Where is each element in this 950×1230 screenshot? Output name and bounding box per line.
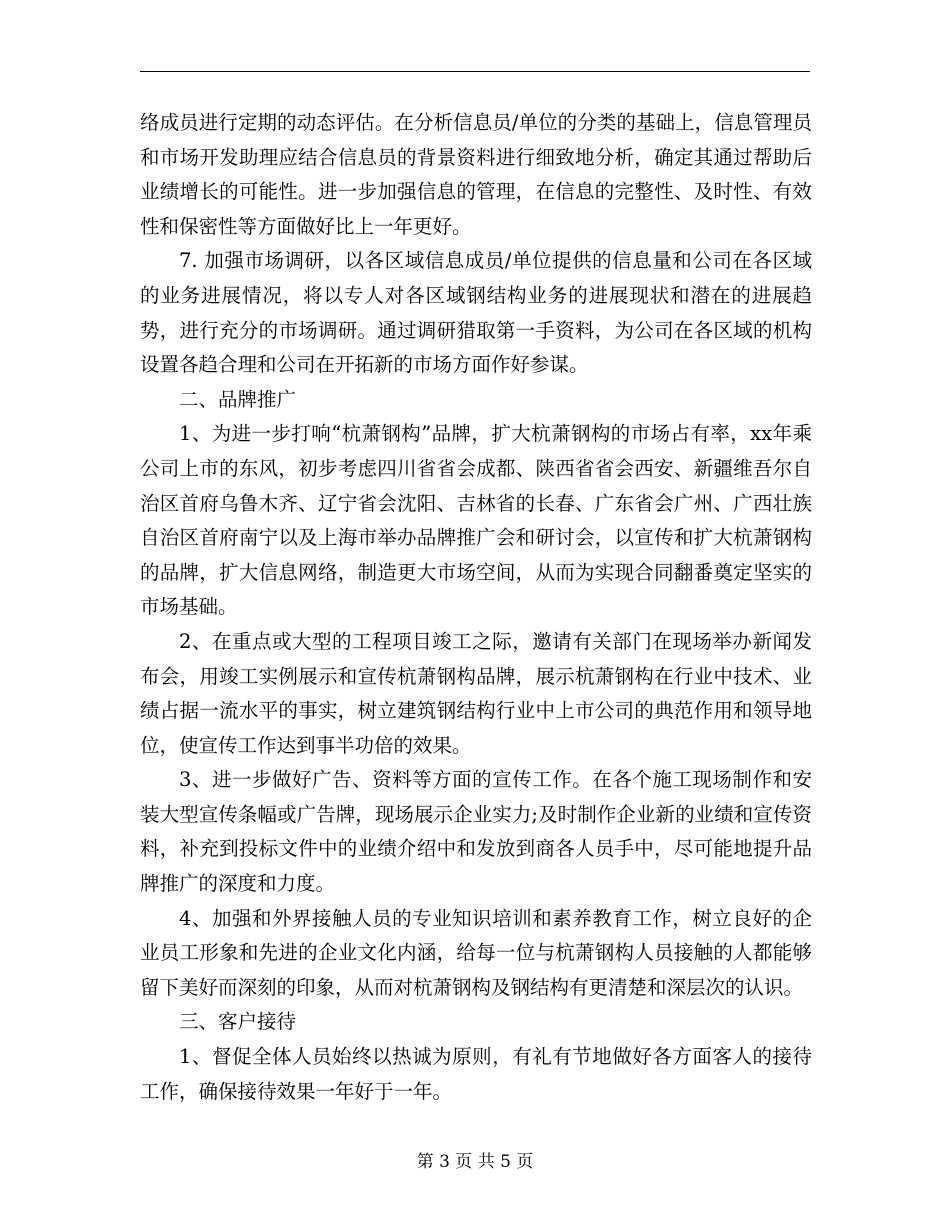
section-heading-brand: 二、品牌推广: [179, 387, 297, 411]
paragraph: 络成员进行定期的动态评估。在分析信息员/单位的分类的基础上，信息管理员和市场开发助理应结合信息员的背景资料进行细致地分析，确定其通过帮助后业绩增长的可能性。进一步加强信息的管理，在信息的完整性、及时性、有效性和保密性等方面做好比上一年更好。: [140, 111, 812, 238]
paragraph: 7. 加强市场调研，以各区域信息成员/单位提供的信息量和公司在各区域的业务进展情况，将以专人对各区域钢结构业务的进展现状和潜在的进展趋势，进行充分的市场调研。通过调研猎取第一手资料，为公司在各区域的机构设置各趋合理和公司在开拓新的市场方面作好参谋。: [140, 249, 812, 377]
paragraph: 1、为进一步打响“杭萧钢构”品牌，扩大杭萧钢构的市场占有率，xx年乘公司上市的东风，初步考虑四川省省会成都、陕西省省会西安、新疆维吾尔自治区首府乌鲁木齐、辽宁省会沈阳、吉林省的长春、广东省会广州、广西壮族自治区首府南宁以及上海市举办品牌推广会和研讨会，以宣传和扩大杭萧钢构的品牌，扩大信息网络，制造更大市场空间，从而为实现合同翻番奠定坚实的市场基础。: [140, 422, 812, 619]
section-heading-reception: 三、客户接待: [179, 1010, 297, 1034]
document-body: [140, 106, 812, 1109]
paragraph: 2、在重点或大型的工程项目竣工之际，邀请有关部门在现场举办新闻发布会，用竣工实例展示和宣传杭萧钢构品牌，展示杭萧钢构在行业中技术、业绩占据一流水平的事实，树立建筑钢结构行业中上市公司的典范作用和领导地位，使宣传工作达到事半功倍的效果。: [140, 629, 812, 757]
paragraph: 1、督促全体人员始终以热诚为原则，有礼有节地做好各方面客人的接待工作，确保接待效果一年好于一年。: [140, 1045, 812, 1103]
page-number-footer: 第 3 页 共 5 页: [416, 1152, 534, 1172]
header-rule: [140, 71, 810, 72]
paragraph: 3、进一步做好广告、资料等方面的宣传工作。在各个施工现场制作和安装大型宣传条幅或广告牌，现场展示企业实力;及时制作企业新的业绩和宣传资料，补充到投标文件中的业绩介绍中和发放到商各人员手中，尽可能地提升品牌推广的深度和力度。: [140, 768, 812, 896]
paragraph: 4、加强和外界接触人员的专业知识培训和素养教育工作，树立良好的企业员工形象和先进的企业文化内涵，给每一位与杭萧钢构人员接触的人都能够留下美好而深刻的印象，从而对杭萧钢构及钢结构有更清楚和深层次的认识。: [140, 906, 812, 999]
